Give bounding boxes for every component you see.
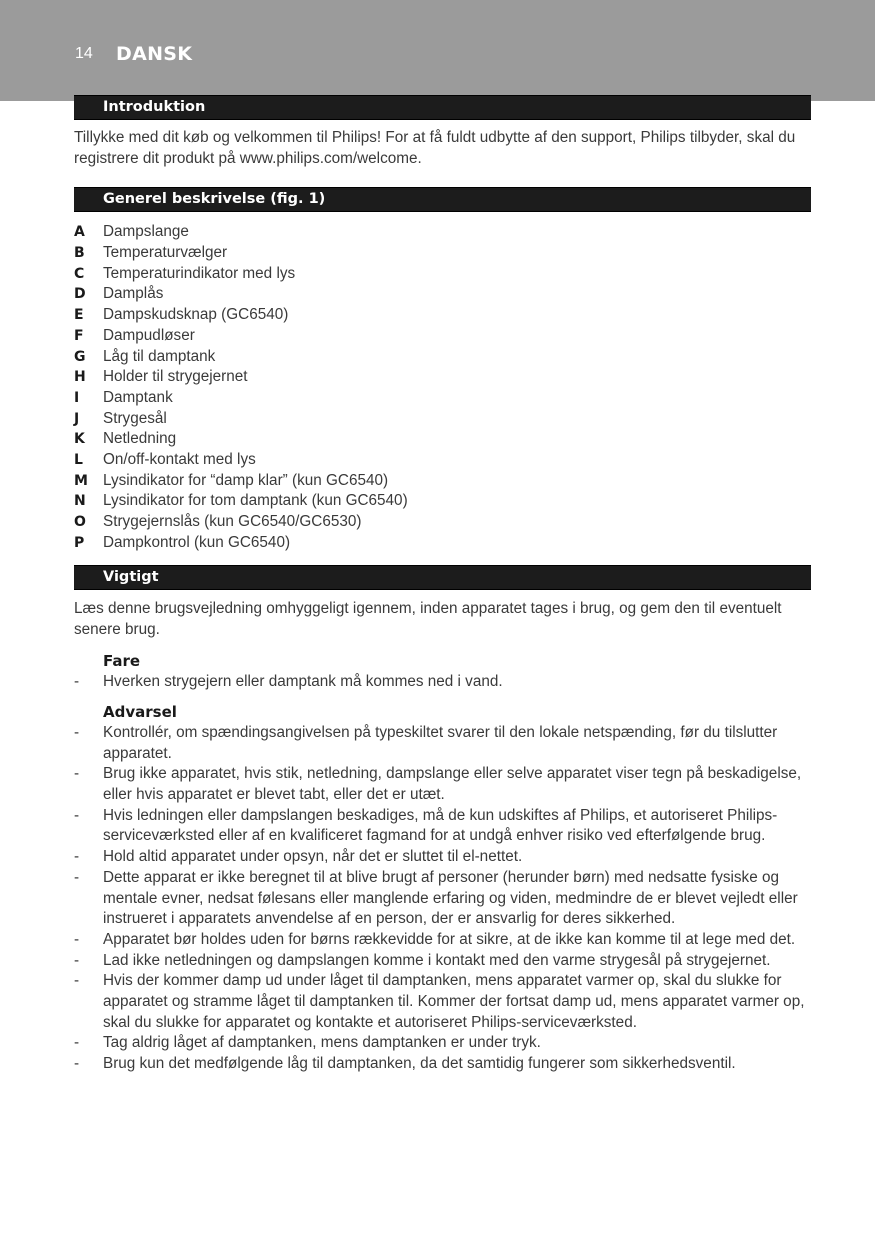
section-title: Generel beskrivelse (fig. 1) [103, 191, 326, 208]
legend-item [74, 243, 811, 264]
danger-list [74, 672, 811, 693]
legend-text: Dampskudsknap (GC6540) [103, 306, 289, 324]
legend-item [74, 450, 811, 471]
legend-letter: N [74, 493, 86, 510]
legend-item [74, 326, 811, 347]
legend-text: On/off-kontakt med lys [103, 450, 256, 468]
legend-text: Lysindikator for “damp klar” (kun GC6540) [103, 471, 389, 489]
bullet-dash: - [74, 848, 80, 866]
legend-letter: L [74, 451, 83, 468]
legend-letter: A [74, 224, 85, 241]
legend-text: Netledning [103, 430, 177, 448]
danger-heading: Fare [103, 651, 141, 670]
bullet-item [74, 806, 811, 847]
legend-text: Låg til damptank [103, 347, 216, 365]
legend-item [74, 305, 811, 326]
legend-item [74, 367, 811, 388]
bullet-item [74, 930, 811, 951]
legend-text: Temperaturindikator med lys [103, 264, 296, 282]
parts-legend [74, 222, 811, 553]
warning-list [74, 723, 811, 1075]
intro-paragraph: Tillykke med dit køb og velkommen til Philips! For at få fuldt udbytte af den support, Philips tilbyder, skal du registrere dit produkt på www.philips.com/welcome. [74, 129, 796, 167]
legend-letter: D [74, 286, 86, 303]
legend-text: Damplås [103, 285, 164, 303]
legend-item [74, 429, 811, 450]
bullet-dash: - [74, 972, 80, 990]
legend-item [74, 347, 811, 368]
bullet-dash: - [74, 1034, 80, 1052]
bullet-text: Brug kun det medfølgende låg til damptanken, da det samtidig fungerer som sikkerhedsventil. [103, 1055, 736, 1073]
legend-letter: C [74, 265, 85, 282]
legend-text: Dampudløser [103, 326, 195, 344]
bullet-dash: - [74, 765, 80, 783]
legend-item [74, 533, 811, 554]
bullet-dash: - [74, 868, 80, 886]
legend-item [74, 471, 811, 492]
section-bar-introduktion [74, 95, 811, 120]
bullet-item [74, 764, 811, 805]
bullet-dash: - [74, 723, 80, 741]
legend-item [74, 409, 811, 430]
bullet-item [74, 971, 811, 1033]
section-bar-vigtigt [74, 565, 811, 590]
bullet-text: Kontrollér, om spændingsangivelsen på typeskiltet svarer til den lokale netspænding, før du tilslutter apparatet. [103, 723, 778, 762]
bullet-text: Brug ikke apparatet, hvis stik, netledning, dampslange eller selve apparatet viser tegn på beskadigelse, eller hvis apparatet er blevet tabt, eller det er utæt. [103, 765, 802, 804]
legend-text: Dampkontrol (kun GC6540) [103, 533, 291, 551]
legend-item [74, 388, 811, 409]
legend-item [74, 512, 811, 533]
bullet-dash: - [74, 672, 80, 690]
legend-letter: J [74, 410, 80, 427]
language-title: DANSK [116, 43, 193, 65]
bullet-item [74, 723, 811, 764]
legend-letter: E [74, 307, 84, 324]
header-band [0, 0, 875, 101]
legend-letter: F [74, 327, 84, 344]
bullet-text: Apparatet bør holdes uden for børns rækkevidde for at sikre, at de ikke kan komme til at lege med det. [103, 930, 796, 948]
bullet-dash: - [74, 1055, 80, 1073]
bullet-text: Hverken strygejern eller damptank må kommes ned i vand. [103, 672, 503, 690]
legend-text: Damptank [103, 388, 173, 406]
legend-letter: H [74, 369, 86, 386]
bullet-dash: - [74, 930, 80, 948]
legend-letter: O [74, 514, 86, 531]
legend-text: Temperaturvælger [103, 244, 228, 262]
legend-letter: I [74, 389, 80, 406]
legend-letter: M [74, 472, 88, 489]
bullet-text: Dette apparat er ikke beregnet til at blive brugt af personer (herunder børn) med nedsatte fysiske og mentale evner, nedsat følesans eller manglende erfaring og viden, medmindre de er blevet vejledt eller instrueret i apparatets anvendelse af en person, der er ansvarlig for deres sikkerhed. [103, 868, 798, 928]
bullet-item [74, 868, 811, 930]
legend-text: Lysindikator for tom damptank (kun GC6540) [103, 492, 408, 510]
legend-letter: B [74, 245, 85, 262]
legend-letter: K [74, 431, 85, 448]
bullet-dash: - [74, 806, 80, 824]
section-bar-generel-beskrivelse [74, 187, 811, 212]
page-number: 14 [75, 45, 93, 62]
legend-letter: P [74, 534, 85, 551]
section-title: Introduktion [103, 99, 206, 115]
bullet-item [74, 847, 811, 868]
bullet-text: Hold altid apparatet under opsyn, når det er sluttet til el-nettet. [103, 848, 523, 866]
legend-text: Holder til strygejernet [103, 368, 248, 386]
warning-heading: Advarsel [103, 703, 177, 722]
bullet-item [74, 672, 811, 693]
page-content [74, 95, 811, 1075]
bullet-item [74, 1054, 811, 1075]
bullet-text: Hvis der kommer damp ud under låget til damptanken, mens apparatet varmer op, skal du slukke for apparatet og stramme låget til damptanken til. Kommer der fortsat damp ud, mens apparatet varmer op, skal du slukke for apparatet og kontakte et autoriseret Philips-serviceværksted. [103, 972, 805, 1031]
bullet-text: Lad ikke netledningen og dampslangen komme i kontakt med den varme strygesål på strygejernet. [103, 951, 771, 969]
bullet-text: Hvis ledningen eller dampslangen beskadiges, må de kun udskiftes af Philips, et autoriseret Philips-serviceværksted eller af en kvalificeret fagmand for at undgå enhver risiko ved efterfølgende brug. [103, 806, 778, 845]
legend-text: Dampslange [103, 223, 189, 241]
bullet-item [74, 951, 811, 972]
legend-item [74, 284, 811, 305]
legend-item [74, 222, 811, 243]
bullet-text: Tag aldrig låget af damptanken, mens damptanken er under tryk. [103, 1034, 541, 1052]
section-title: Vigtigt [103, 569, 159, 586]
legend-text: Strygejernslås (kun GC6540/GC6530) [103, 513, 362, 531]
important-paragraph: Læs denne brugsvejledning omhyggeligt igennem, inden apparatet tages i brug, og gem den til eventuelt senere brug. [74, 600, 782, 639]
legend-letter: G [74, 348, 86, 365]
bullet-item [74, 1033, 811, 1054]
legend-item [74, 264, 811, 285]
legend-item [74, 491, 811, 512]
legend-text: Strygesål [103, 409, 167, 427]
bullet-dash: - [74, 951, 80, 969]
